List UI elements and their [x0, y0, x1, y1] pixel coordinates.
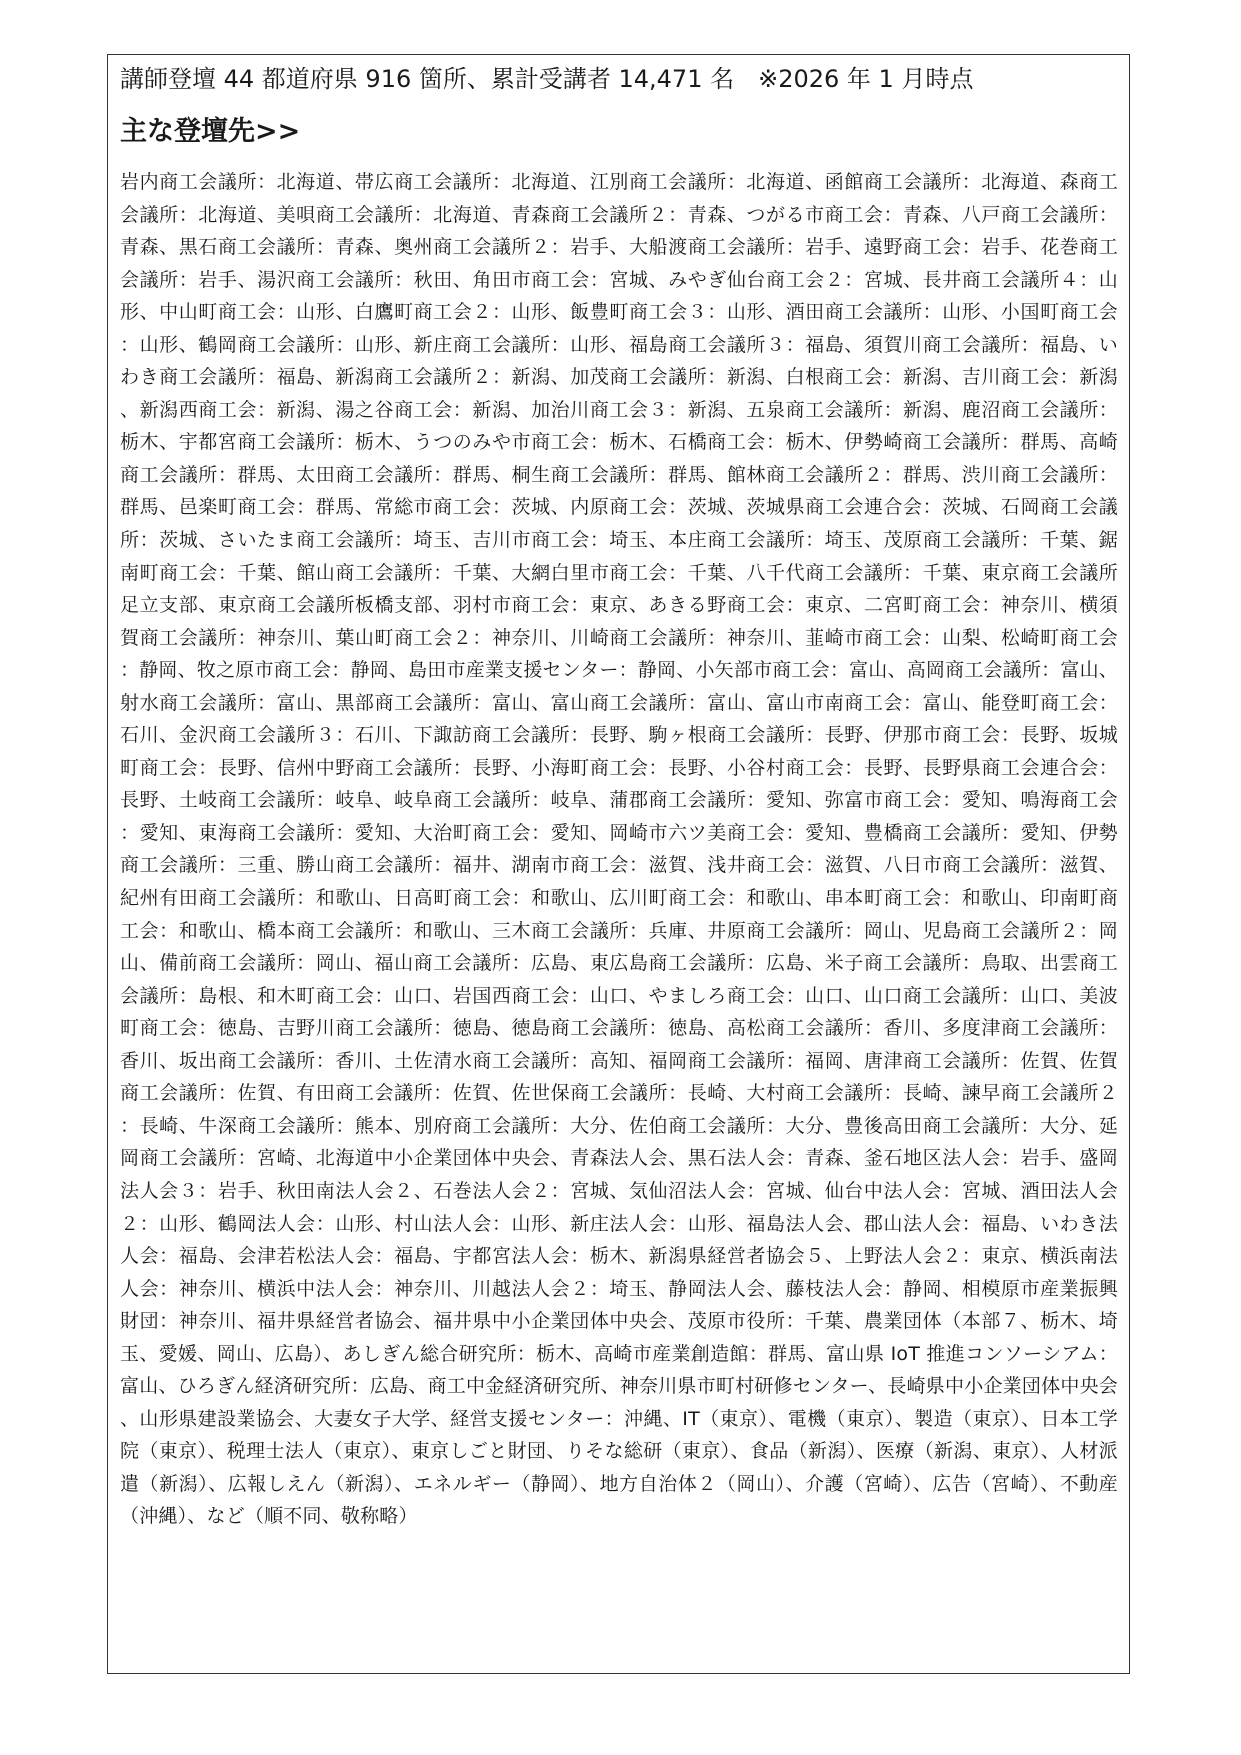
- speaker-stats-line: 講師登壇 44 都道府県 916 箇所、累計受講者 14,471 名 ※2026 年 1 月時点: [120, 65, 974, 93]
- section-heading: 主な登壇先>>: [120, 116, 301, 147]
- venue-list-paragraph: 岩内商工会議所：北海道、帯広商工会議所：北海道、江別商工会議所：北海道、函館商工会議所：北海道、森商工会議所：北海道、美唄商工会議所：北海道、青森商工会議所２：青森、つがる市商工会：青森、八戸商工会議所：青森、黒石商工会議所：青森、奥州商工会議所２：岩手、大船渡商工会議所：岩手、遠野商工会：岩手、花巻商工会議所：岩手、湯沢商工会議所：秋田、角田市商工会：宮城、みやぎ仙台商工会２：宮城、長井商工会議所４：山形、中山町商工会：山形、白鷹町商工会２：山形、飯豊町商工会３：山形、酒田商工会議所：山形、小国町商工会：山形、鶴岡商工会議所：山形、新庄商工会議所：山形、福島商工会議所３：福島、須賀川商工会議所：福島、いわき商工会議所：福島、新潟商工会議所２：新潟、加茂商工会議所：新潟、白根商工会：新潟、吉川商工会：新潟、新潟西商工会：新潟、湯之谷商工会：新潟、加治川商工会３：新潟、五泉商工会議所：新潟、鹿沼商工会議所：栃木、宇都宮商工会議所：栃木、うつのみや市商工会：栃木、石橋商工会：栃木、伊勢崎商工会議所：群馬、高崎商工会議所：群馬、太田商工会議所：群馬、桐生商工会議所：群馬、館林商工会議所２：群馬、渋川商工会議所：群馬、邑楽町商工会：群馬、常総市商工会：茨城、内原商工会：茨城、茨城県商工会連合会：茨城、石岡商工会議所：茨城、さいたま商工会議所：埼玉、吉川市商工会：埼玉、本庄商工会議所：埼玉、茂原商工会議所：千葉、鋸南町商工会：千葉、館山商工会議所：千葉、大網白里市商工会：千葉、八千代商工会議所：千葉、東京商工会議所足立支部、東京商工会議所板橋支部、羽村市商工会：東京、あきる野商工会：東京、二宮町商工会：神奈川、横須賀商工会議所：神奈川、葉山町商工会２：神奈川、川崎商工会議所：神奈川、韮崎市商工会：山梨、松崎町商工会：静岡、牧之原市商工会：静岡、島田市産業支援センター：静岡、小矢部市商工会：富山、高岡商工会議所：富山、射水商工会議所：富山、黒部商工会議所：富山、富山商工会議所：富山、富山市南商工会：富山、能登町商工会：石川、金沢商工会議所３：石川、下諏訪商工会議所：長野、駒ヶ根商工会議所：長野、伊那市商工会：長野、坂城町商工会：長野、信州中野商工会議所：長野、小海町商工会：長野、小谷村商工会：長野、長野県商工会連合会：長野、土岐商工会議所：岐阜、岐阜商工会議所：岐阜、蒲郡商工会議所：愛知、弥富市商工会：愛知、鳴海商工会：愛知、東海商工会議所：愛知、大治町商工会：愛知、岡崎市六ツ美商工会：愛知、豊橋商工会議所：愛知、伊勢商工会議所：三重、勝山商工会議所：福井、湖南市商工会：滋賀、浅井商工会：滋賀、八日市商工会議所：滋賀、紀州有田商工会議所：和歌山、日高町商工会：和歌山、広川町商工会：和歌山、串本町商工会：和歌山、印南町商工会：和歌山、橋本商工会議所：和歌山、三木商工会議所：兵庫、井原商工会議所：岡山、児島商工会議所２：岡山、備前商工会議所：岡山、福山商工会議所：広島、東広島商工会議所：広島、米子商工会議所：鳥取、出雲商工会議所：島根、和木町商工会：山口、岩国西商工会：山口、やましろ商工会：山口、山口商工会議所：山口、美波町商工会：徳島、吉野川商工会議所：徳島、徳島商工会議所：徳島、高松商工会議所：香川、多度津商工会議所：香川、坂出商工会議所：香川、土佐清水商工会議所：高知、福岡商工会議所：福岡、唐津商工会議所：佐賀、佐賀商工会議所：佐賀、有田商工会議所：佐賀、佐世保商工会議所：長崎、大村商工会議所：長崎、諫早商工会議所２：長崎、牛深商工会議所：熊本、別府商工会議所：大分、佐伯商工会議所：大分、豊後高田商工会議所：大分、延岡商工会議所：宮崎、北海道中小企業団体中央会、青森法人会、黒石法人会：青森、釜石地区法人会：岩手、盛岡法人会３：岩手、秋田南法人会２、石巻法人会２：宮城、気仙沼法人会：宮城、仙台中法人会：宮城、酒田法人会２：山形、鶴岡法人会：山形、村山法人会：山形、新庄法人会：山形、福島法人会、郡山法人会：福島、いわき法人会：福島、会津若松法人会：福島、宇都宮法人会：栃木、新潟県経営者協会５、上野法人会２：東京、横浜南法人会：神奈川、横浜中法人会：神奈川、川越法人会２：埼玉、静岡法人会、藤枝法人会：静岡、相模原市産業振興財団：神奈川、福井県経営者協会、福井県中小企業団体中央会、茂原市役所：千葉、農業団体（本部７、栃木、埼玉、愛媛、岡山、広島）、あしぎん総合研究所：栃木、高崎市産業創造館：群馬、富山県 IoT 推進コンソーシアム：富山、ひろぎん経済研究所：広島、商工中金経済研究所、神奈川県市町村研修センター、長崎県中小企業団体中央会、山形県建設業協会、大妻女子大学、経営支援センター：沖縄、IT（東京）、電機（東京）、製造（東京）、日本工学院（東京）、税理士法人（東京）、東京しごと財団、りそな総研（東京）、食品（新潟）、医療（新潟、東京）、人材派遣（新潟）、広報しえん（新潟）、エネルギー（静岡）、地方自治体２（岡山）、介護（宮崎）、広告（宮崎）、不動産（沖縄）、など（順不同、敬称略）: [120, 171, 1118, 1528]
